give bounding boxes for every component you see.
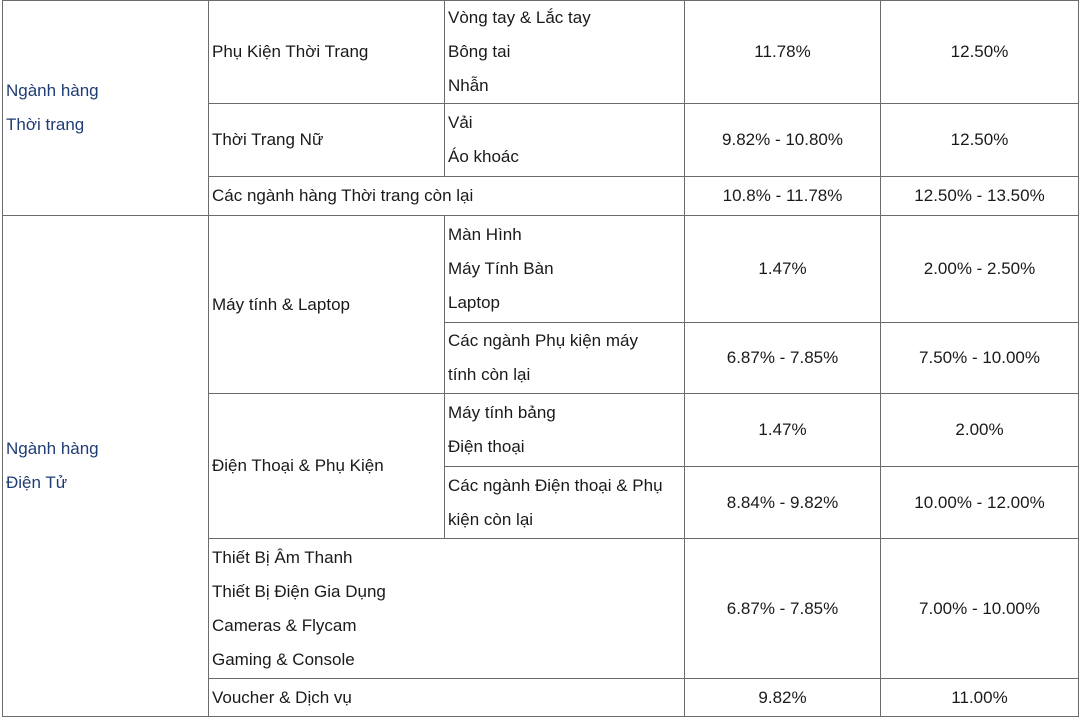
- subcategory-label: Máy tính bảng: [448, 403, 556, 422]
- subcategory-label: Các ngành Điện thoại & Phụ: [448, 475, 663, 495]
- fee-cell-b: 10.00% - 12.00%: [881, 467, 1079, 539]
- subcategory-label: kiện còn lại: [448, 509, 534, 529]
- subcategory-label: tính còn lại: [448, 365, 531, 384]
- subcategory-label: Áo khoác: [448, 147, 519, 166]
- fee-cell-a: 8.84% - 9.82%: [685, 467, 881, 539]
- table-row: [3, 1, 1079, 104]
- fee-cell-b: 7.00% - 10.00%: [881, 539, 1079, 679]
- category-cell: [209, 104, 445, 177]
- category-label: Máy tính & Laptop: [212, 294, 350, 314]
- subcategory-cell: [445, 467, 685, 539]
- category-cell: [209, 216, 445, 394]
- subcategory-label: Màn Hình: [448, 225, 522, 244]
- fee-cell-b: 12.50%: [881, 1, 1079, 104]
- fee-cell-a: 6.87% - 7.85%: [685, 323, 881, 394]
- group-label-line: Điện Tử: [6, 473, 68, 492]
- subcategory-cell: [445, 394, 685, 467]
- group-label-fashion: [3, 1, 209, 216]
- subcategory-label: Các ngành Phụ kiện máy: [448, 331, 638, 350]
- category-cell: [209, 1, 445, 104]
- category-label: Phụ Kiện Thời Trang: [212, 42, 369, 61]
- fee-cell-b: 7.50% - 10.00%: [881, 323, 1079, 394]
- subcategory-label: Vòng tay & Lắc tay: [448, 8, 591, 27]
- category-label: Cameras & Flycam: [212, 615, 357, 635]
- fee-cell-b: 11.00%: [881, 679, 1079, 717]
- fee-cell-a: 11.78%: [685, 1, 881, 104]
- group-label-electronics: [3, 216, 209, 717]
- subcategory-label: Laptop: [448, 293, 500, 312]
- subcategory-label: Máy Tính Bàn: [448, 259, 554, 278]
- subcategory-label: Điện thoại: [448, 437, 525, 456]
- fee-cell-a: 1.47%: [685, 394, 881, 467]
- subcategory-cell: [445, 323, 685, 394]
- fee-cell-a: 9.82%: [685, 679, 881, 717]
- category-label: Thời Trang Nữ: [212, 130, 324, 149]
- category-label: Điện Thoại & Phụ Kiện: [212, 456, 384, 475]
- subcategory-cell: [445, 216, 685, 323]
- category-label: Gaming & Console: [212, 649, 355, 669]
- fee-cell-a: 10.8% - 11.78%: [685, 177, 881, 216]
- category-cell: Các ngành hàng Thời trang còn lại: [209, 177, 685, 216]
- table-row: [3, 216, 1079, 323]
- fee-cell-a: 9.82% - 10.80%: [685, 104, 881, 177]
- category-cell: Voucher & Dịch vụ: [209, 679, 685, 717]
- group-label-line: Thời trang: [6, 115, 85, 134]
- fee-cell-b: 12.50% - 13.50%: [881, 177, 1079, 216]
- category-label: Thiết Bị Điện Gia Dụng: [212, 581, 386, 601]
- fee-cell-a: 6.87% - 7.85%: [685, 539, 881, 679]
- category-cell: [209, 394, 445, 539]
- fee-cell-b: 2.00% - 2.50%: [881, 216, 1079, 323]
- subcategory-cell: [445, 1, 685, 104]
- fee-table: [2, 0, 1079, 717]
- category-cell: [209, 539, 685, 679]
- subcategory-label: Vải: [448, 113, 473, 132]
- subcategory-label: Nhẫn: [448, 76, 489, 95]
- subcategory-label: Bông tai: [448, 42, 511, 61]
- group-label-line: Ngành hàng: [6, 439, 99, 458]
- fee-cell-a: 1.47%: [685, 216, 881, 323]
- category-label: Thiết Bị Âm Thanh: [212, 547, 353, 567]
- group-label-line: Ngành hàng: [6, 81, 99, 100]
- subcategory-cell: [445, 104, 685, 177]
- fee-cell-b: 12.50%: [881, 104, 1079, 177]
- fee-cell-b: 2.00%: [881, 394, 1079, 467]
